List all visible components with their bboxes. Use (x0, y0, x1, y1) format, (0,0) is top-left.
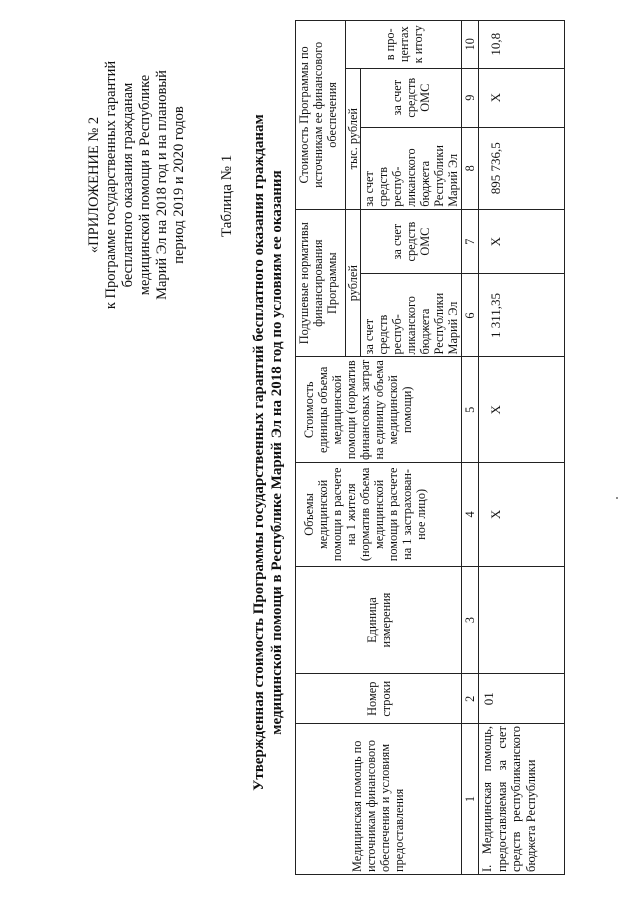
table-title-line: Утвержденная стоимость Программы государственных гарантий бесплатного оказания гражданам (251, 114, 267, 791)
row-budget-cost: 895 736,5 (479, 127, 565, 209)
header-cell-medical-care: Медицинская помощь по источникам финансового обеспечения и условиям предоставления (296, 724, 462, 875)
column-number: 6 (462, 274, 479, 357)
header-cell-row-number: Номер строки (296, 674, 462, 724)
appendix-line: «ПРИЛОЖЕНИЕ № 2 (86, 116, 102, 254)
column-number-row (462, 21, 479, 875)
header-cell-oms-thousand: за счет средств ОМС (361, 68, 462, 127)
header-cell-percent: в про-центах к итогу (346, 21, 462, 69)
appendix-header (86, 30, 188, 340)
table-title-line: медицинской помощи в Республике Марий Эл на 2018 год по условиям ее оказания (269, 170, 285, 735)
header-cell-unit: Единица измерения (296, 566, 462, 674)
header-cell-unit-cost: Стоимость единицы объема медицинской помощи (норматив финансовых затрат на единицу объема медицинской помощи) (296, 357, 462, 463)
row-budget-per-capita: 1 311,35 (479, 274, 565, 357)
row-number: 01 (479, 674, 565, 724)
column-number: 4 (462, 463, 479, 567)
header-cell-per-capita: Подушевые нормативы финансирования Программы (296, 209, 346, 357)
header-cell-budget-rub: за счет средств респуб-ликанского бюджета Республики Марий Эл (361, 274, 462, 357)
row-oms-per-capita: Х (479, 209, 565, 274)
table-number: Таблица № 1 (219, 154, 235, 237)
scan-speck (616, 497, 618, 499)
column-number: 5 (462, 357, 479, 463)
appendix-line: медицинской помощи в Республике (137, 74, 153, 296)
header-cell-volume: Объемы медицинской помощи в расчете на 1 жителя (норматив объема медицинской помощи в расчете на 1 застрахован-ное лицо) (296, 463, 462, 567)
header-unit-rub: рублей (346, 209, 361, 357)
row-oms-cost: Х (479, 68, 565, 127)
table-title (250, 30, 286, 875)
appendix-line: период 2019 и 2020 годов (171, 106, 187, 264)
header-unit-thousand-rub: тыс. рублей (346, 68, 361, 209)
header-cell-program-cost: Стоимость Программы по источникам ее финансового обеспечения (296, 21, 346, 210)
appendix-line: Марий Эл на 2018 год и на плановый (154, 70, 170, 300)
column-number: 7 (462, 209, 479, 274)
column-number: 1 (462, 724, 479, 875)
row-volume: Х (479, 463, 565, 567)
table-row (479, 21, 565, 875)
row-unit-cost: Х (479, 357, 565, 463)
column-number: 2 (462, 674, 479, 724)
row-label: I. Медицинская помощь, предоставляемая за счет средств республиканского бюджета Республики (479, 724, 565, 875)
column-number: 10 (462, 21, 479, 69)
header-cell-oms-rub: за счет средств ОМС (361, 209, 462, 274)
row-percent: 10,8 (479, 21, 565, 69)
appendix-line: к Программе государственных гарантий (103, 60, 119, 310)
column-number: 3 (462, 566, 479, 674)
column-number: 9 (462, 68, 479, 127)
header-cell-budget-thousand: за счет средств респуб-ликанского бюджета Республики Марий Эл (361, 127, 462, 209)
row-unit (479, 566, 565, 674)
cost-table (295, 20, 565, 875)
column-number: 8 (462, 127, 479, 209)
appendix-line: бесплатного оказания гражданам (120, 82, 136, 288)
